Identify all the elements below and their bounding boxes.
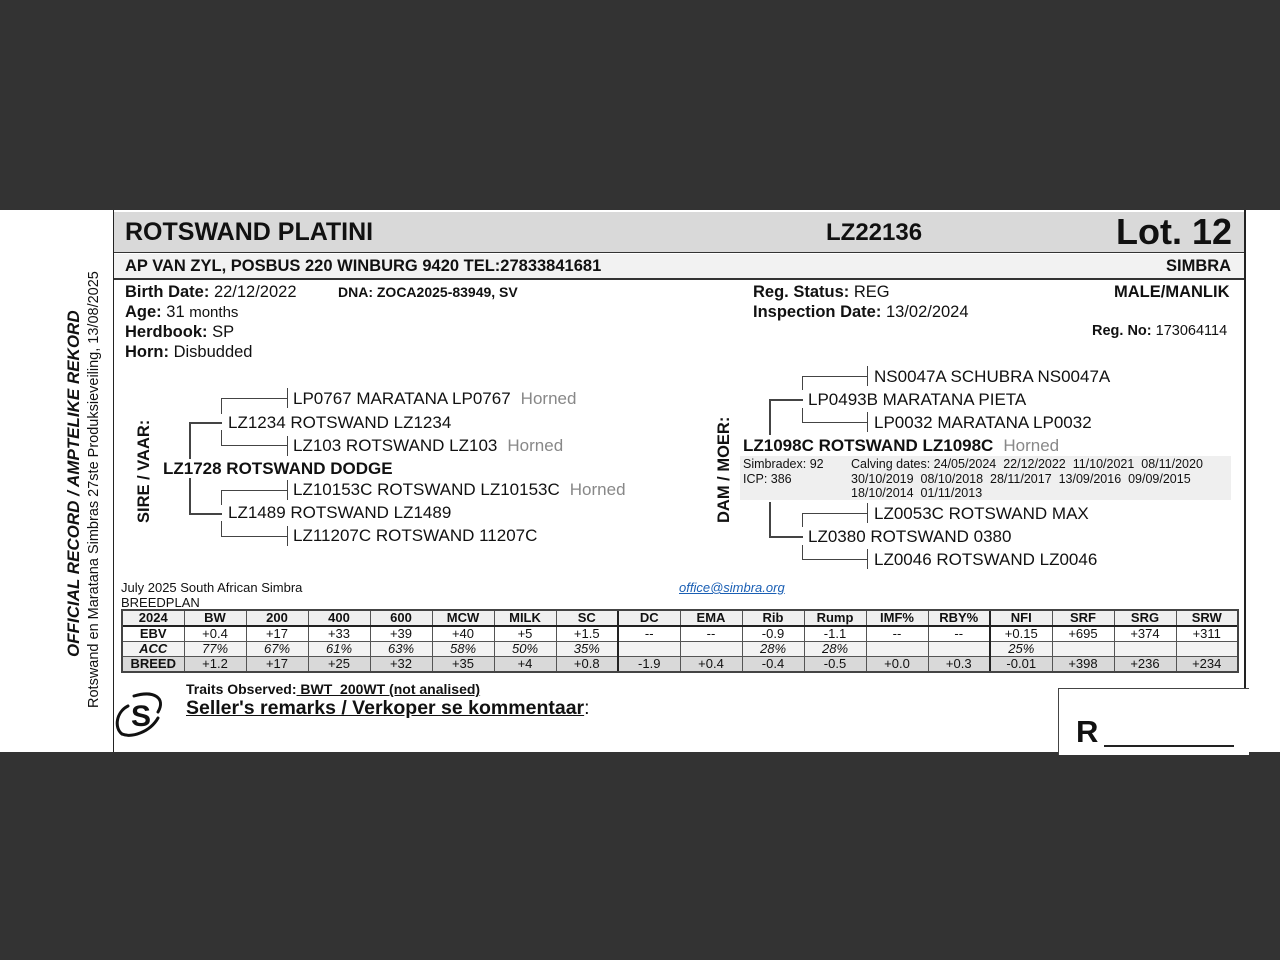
inspection-date-field	[753, 303, 969, 322]
ebv-cell: 28%	[804, 642, 866, 657]
ebv-cell	[928, 642, 990, 657]
pedigree-connector	[802, 408, 803, 423]
pedigree-connector	[189, 513, 222, 515]
ebv-column-header: RBY%	[928, 610, 990, 626]
calving-dates	[851, 457, 1203, 501]
price-currency: R	[1076, 714, 1099, 749]
ebv-cell: +311	[1176, 626, 1238, 642]
birth-date-value: 22/12/2022	[213, 283, 297, 301]
ebv-row-label: EBV	[122, 626, 184, 642]
herdbook-value: SP	[212, 323, 235, 341]
ebv-column-header: MCW	[432, 610, 494, 626]
ebv-cell: --	[618, 626, 680, 642]
horned-note: Horned	[569, 480, 626, 499]
ebv-cell: +5	[494, 626, 556, 642]
ebv-column-header: SC	[556, 610, 618, 626]
ancestor-name: LZ11207C ROTSWAND 11207C	[293, 526, 538, 545]
ebv-cell: +374	[1114, 626, 1176, 642]
ebv-cell: +0.8	[556, 657, 618, 673]
breed-label: SIMBRA	[1166, 257, 1232, 275]
traits-observed	[186, 681, 480, 697]
inspection-date-value: 13/02/2024	[885, 303, 969, 321]
traits-value: BWT 200WT (not analised)	[296, 681, 481, 697]
calving-line: Calving dates: 24/05/2024 22/12/2022 11/10/2021 08/11/2020	[851, 457, 1203, 471]
pedigree-connector	[867, 503, 868, 523]
breedplan-title-line: July 2025 South African Simbra	[121, 580, 303, 595]
ebv-cell: +695	[1052, 626, 1114, 642]
ebv-cell: 50%	[494, 642, 556, 657]
remarks-label: Seller's remarks / Verkoper se kommentaar	[186, 697, 585, 719]
ebv-cell: +1.2	[184, 657, 246, 673]
age-value: 31	[166, 303, 185, 321]
age-unit: months	[189, 304, 239, 321]
traits-label: Traits Observed:	[186, 681, 297, 697]
seller-remarks-heading	[186, 697, 590, 720]
ebv-cell: 63%	[370, 642, 432, 657]
ancestor-name: LP0032 MARATANA LP0032	[874, 413, 1092, 432]
ebv-table	[121, 609, 1239, 673]
ebv-cell: --	[866, 626, 928, 642]
ebv-column-header: Rump	[804, 610, 866, 626]
dam-sire-sire	[874, 367, 1110, 387]
ebv-cell: +0.0	[866, 657, 928, 673]
birth-date-field	[125, 283, 297, 302]
ancestor-name: LZ0380 ROTSWAND 0380	[808, 527, 1012, 546]
pedigree-connector	[221, 521, 222, 537]
ebv-column-header: Rib	[742, 610, 804, 626]
pedigree-connector	[802, 376, 868, 377]
ebv-cell: -1.1	[804, 626, 866, 642]
ebv-cell: 28%	[742, 642, 804, 657]
official-record-label: OFFICIAL RECORD / AMPTELIKE REKORD	[64, 310, 83, 657]
horn-field	[125, 343, 252, 362]
ebv-cell: +35	[432, 657, 494, 673]
ebv-cell: 61%	[308, 642, 370, 657]
reg-status-label: Reg. Status:	[753, 283, 850, 301]
ebv-column-header: SRW	[1176, 610, 1238, 626]
sale-description: Rotswand en Maratana Simbras 27ste Produksieveiling, 13/08/2025	[86, 271, 102, 708]
ebv-cell: 58%	[432, 642, 494, 657]
pedigree-connector	[867, 412, 868, 432]
ebv-cell: -0.4	[742, 657, 804, 673]
logo-letter: S	[131, 700, 152, 733]
birth-date-label: Birth Date:	[125, 283, 210, 301]
ebv-cell: +39	[370, 626, 432, 642]
ebv-cell: -1.9	[618, 657, 680, 673]
ebv-cell	[680, 642, 742, 657]
age-field	[125, 303, 238, 322]
pedigree-connector	[221, 490, 222, 505]
sire-dam	[228, 503, 451, 523]
dam-name: LZ1098C ROTSWAND LZ1098C	[743, 436, 994, 455]
ebv-column-header: DC	[618, 610, 680, 626]
ebv-cell	[1176, 642, 1238, 657]
remarks-colon: :	[584, 697, 590, 719]
horn-value: Disbudded	[173, 343, 253, 361]
ebv-cell: +40	[432, 626, 494, 642]
sire-label: SIRE / VAAR:	[135, 419, 153, 523]
simbradex: Simbradex: 92	[743, 457, 824, 471]
ebv-column-header: 400	[308, 610, 370, 626]
owner-details: AP VAN ZYL, POSBUS 220 WINBURG 9420 TEL:27833841681	[125, 257, 602, 275]
pedigree-connector	[287, 388, 288, 408]
ebv-row-breed	[122, 657, 1238, 673]
reg-number-value: 173064114	[1155, 323, 1228, 339]
ebv-cell: +0.15	[990, 626, 1052, 642]
herdbook-field	[125, 323, 234, 342]
pedigree-connector	[769, 399, 803, 401]
reg-status-field	[753, 283, 890, 302]
pedigree-connector	[802, 545, 803, 560]
pedigree-connector	[802, 559, 868, 560]
dam-performance-box	[740, 456, 1231, 500]
ebv-row-acc	[122, 642, 1238, 657]
pedigree-connector	[769, 502, 771, 537]
sire-sire-dam	[293, 436, 563, 456]
ebv-cell: -0.5	[804, 657, 866, 673]
dam-sire	[808, 390, 1026, 410]
sire-sire	[228, 413, 451, 433]
ebv-column-header: MILK	[494, 610, 556, 626]
pedigree-connector	[769, 399, 771, 435]
ancestor-name: LP0493B MARATANA PIETA	[808, 390, 1027, 409]
pedigree-connector	[221, 398, 287, 399]
ebv-header-row	[122, 610, 1238, 626]
reg-status-value: REG	[853, 283, 890, 301]
sire-name: LZ1728 ROTSWAND DODGE	[163, 459, 393, 478]
sire-dam-dam	[293, 526, 537, 546]
pedigree-connector	[287, 480, 288, 500]
dam	[743, 436, 1059, 456]
dam-dam-dam	[874, 550, 1097, 570]
pedigree-connector	[802, 422, 868, 423]
horned-note: Horned	[507, 436, 564, 455]
horn-label: Horn:	[125, 343, 169, 361]
ebv-cell: +33	[308, 626, 370, 642]
sex-label: MALE/MANLIK	[1114, 283, 1230, 301]
dam-label: DAM / MOER:	[715, 416, 733, 523]
ebv-column-header: BW	[184, 610, 246, 626]
age-label: Age:	[125, 303, 162, 321]
calving-line: 18/10/2014 01/11/2013	[851, 486, 983, 500]
sire	[163, 459, 393, 479]
ancestor-name: LP0767 MARATANA LP0767	[293, 389, 511, 408]
frame-border	[1244, 210, 1246, 688]
animal-name: ROTSWAND PLATINI	[125, 218, 374, 246]
dna-info: DNA: ZOCA2025-83949, SV	[338, 284, 518, 300]
ebv-column-header: 600	[370, 610, 432, 626]
ebv-cell: -0.01	[990, 657, 1052, 673]
pedigree-connector	[769, 536, 803, 538]
ebv-cell: 67%	[246, 642, 308, 657]
horned-note: Horned	[520, 389, 577, 408]
icp: ICP: 386	[743, 471, 792, 486]
ebv-cell: +0.4	[680, 657, 742, 673]
pedigree-connector	[221, 430, 222, 446]
ebv-cell: 35%	[556, 642, 618, 657]
pedigree-connector	[189, 478, 191, 514]
pedigree-connector	[802, 513, 803, 527]
calving-line: 30/10/2019 08/10/2018 28/11/2017 13/09/2016 09/09/2015	[851, 471, 1191, 486]
breedplan-title-line: BREEDPLAN	[121, 595, 200, 610]
ebv-cell: 25%	[990, 642, 1052, 657]
pedigree-connector	[867, 366, 868, 386]
ebv-cell: +25	[308, 657, 370, 673]
ebv-column-header: SRF	[1052, 610, 1114, 626]
simbra-logo-icon	[114, 688, 178, 738]
ebv-cell	[1052, 642, 1114, 657]
ebv-cell: +0.3	[928, 657, 990, 673]
ebv-cell	[1114, 642, 1176, 657]
ebv-column-header: NFI	[990, 610, 1052, 626]
price-entry-line[interactable]	[1104, 745, 1234, 747]
sire-sire-sire	[293, 389, 576, 409]
ancestor-name: LZ1234 ROTSWAND LZ1234	[228, 413, 452, 432]
pedigree-connector	[221, 490, 287, 491]
ebv-cell: +0.4	[184, 626, 246, 642]
reg-number-label: Reg. No:	[1092, 323, 1152, 339]
ebv-row-label: BREED	[122, 657, 184, 673]
ebv-cell: +17	[246, 657, 308, 673]
ancestor-name: LZ103 ROTSWAND LZ103	[293, 436, 498, 455]
ebv-column-header: 200	[246, 610, 308, 626]
pedigree-connector	[802, 376, 803, 390]
pedigree-connector	[802, 513, 868, 514]
ebv-column-header: IMF%	[866, 610, 928, 626]
pedigree-connector	[287, 436, 288, 456]
ebv-cell: +17	[246, 626, 308, 642]
ebv-cell: -0.9	[742, 626, 804, 642]
dam-dam	[808, 527, 1011, 547]
animal-code: LZ22136	[826, 219, 923, 246]
ancestor-name: LZ10153C ROTSWAND LZ10153C	[293, 480, 560, 499]
dam-sire-dam	[874, 413, 1092, 433]
inspection-date-label: Inspection Date:	[753, 303, 882, 321]
ebv-row-ebv	[122, 626, 1238, 642]
email-link[interactable]: office@simbra.org	[679, 580, 785, 595]
sire-dam-sire	[293, 480, 626, 500]
ebv-cell: +4	[494, 657, 556, 673]
ancestor-name: NS0047A SCHUBRA NS0047A	[874, 367, 1111, 386]
dam-indexes	[743, 457, 824, 486]
pedigree-connector	[287, 526, 288, 546]
reg-number-field	[1092, 323, 1227, 339]
dam-dam-sire	[874, 504, 1089, 524]
ebv-cell: +398	[1052, 657, 1114, 673]
ebv-cell: --	[680, 626, 742, 642]
ancestor-name: LZ0053C ROTSWAND MAX	[874, 504, 1089, 523]
ebv-cell: +32	[370, 657, 432, 673]
pedigree-connector	[221, 398, 222, 414]
pedigree-connector	[189, 422, 191, 459]
pedigree-connector	[189, 422, 222, 424]
ebv-cell: --	[928, 626, 990, 642]
ebv-year-header: 2024	[122, 610, 184, 626]
ancestor-name: LZ0046 ROTSWAND LZ0046	[874, 550, 1098, 569]
horned-note: Horned	[1003, 436, 1060, 455]
ebv-column-header: SRG	[1114, 610, 1176, 626]
ebv-cell: +234	[1176, 657, 1238, 673]
ebv-cell: +1.5	[556, 626, 618, 642]
lot-number: Lot. 12	[1116, 211, 1233, 252]
ebv-cell: +236	[1114, 657, 1176, 673]
pedigree-connector	[221, 445, 287, 446]
pedigree-connector	[221, 536, 287, 537]
ebv-row-label: ACC	[122, 642, 184, 657]
ancestor-name: LZ1489 ROTSWAND LZ1489	[228, 503, 452, 522]
pedigree-connector	[867, 549, 868, 569]
ebv-column-header: EMA	[680, 610, 742, 626]
ebv-cell: 77%	[184, 642, 246, 657]
herdbook-label: Herdbook:	[125, 323, 208, 341]
ebv-cell	[866, 642, 928, 657]
breedplan-title	[121, 580, 302, 610]
ebv-cell	[618, 642, 680, 657]
